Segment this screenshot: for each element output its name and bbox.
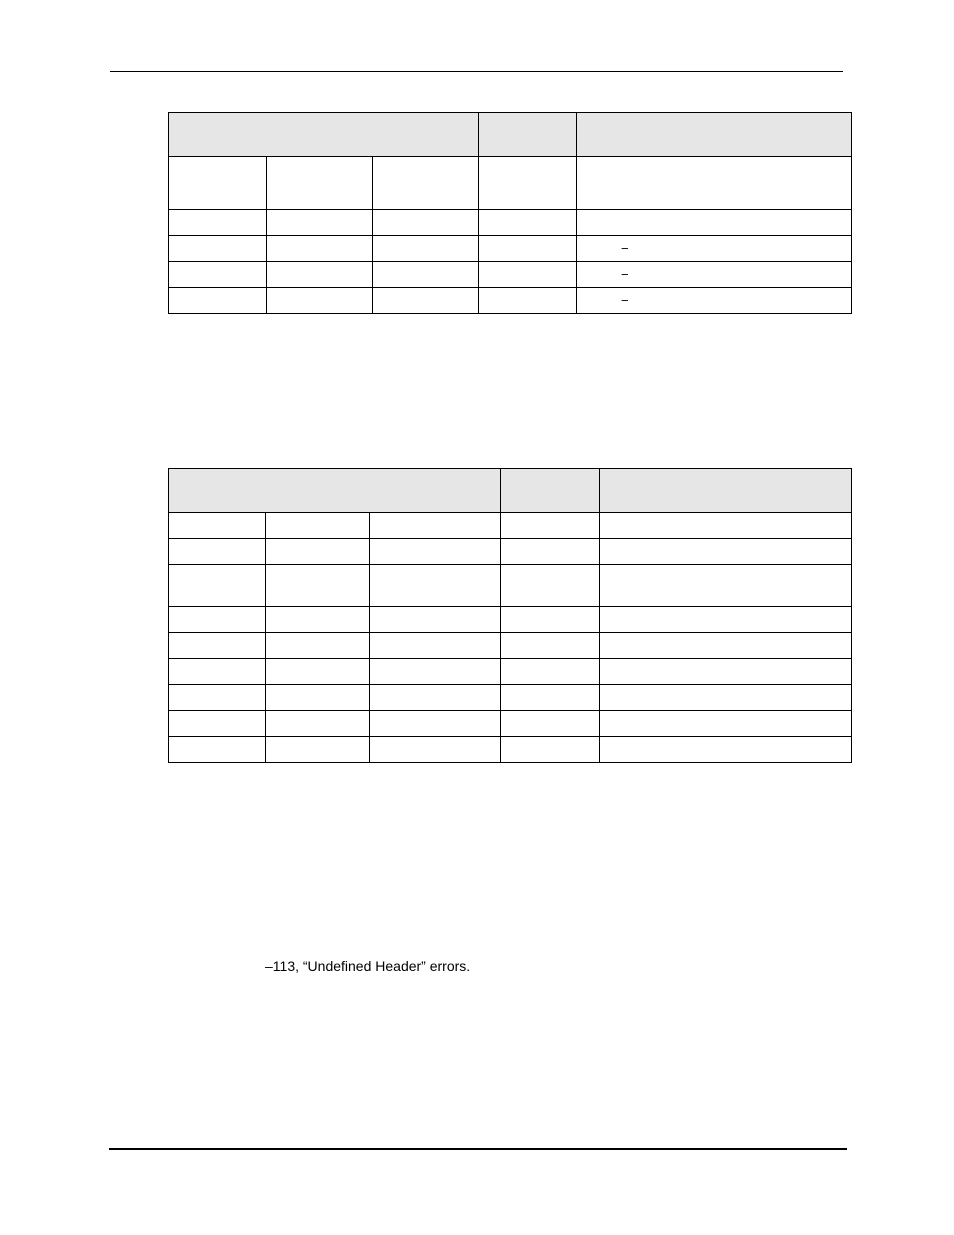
command-table-2 [168,468,852,763]
dash-mark: − [621,293,629,308]
table-header-row [169,113,852,157]
dash-mark: − [621,267,629,282]
header-cell-parameter [501,469,600,513]
table-row [169,539,852,565]
table-row [169,513,852,539]
table-row [169,633,852,659]
table-row [169,565,852,607]
table-row [169,711,852,737]
table-row [169,685,852,711]
table-row [169,262,852,288]
dash-mark: − [621,241,629,256]
table-row [169,157,852,210]
header-cell-keyword [169,469,501,513]
header-cell-keyword [169,113,479,157]
header-cell-parameter [479,113,577,157]
table-row [169,210,852,236]
table-header-row [169,469,852,513]
command-table-1 [168,112,852,314]
header-rule [110,71,843,72]
table-row [169,607,852,633]
table-row [169,288,852,314]
header-cell-notes [577,113,852,157]
table-row [169,659,852,685]
footer-rule [109,1148,847,1150]
error-note-text: –113, “Undefined Header” errors. [265,958,471,974]
table-row [169,236,852,262]
header-cell-notes [600,469,852,513]
table-row [169,737,852,763]
